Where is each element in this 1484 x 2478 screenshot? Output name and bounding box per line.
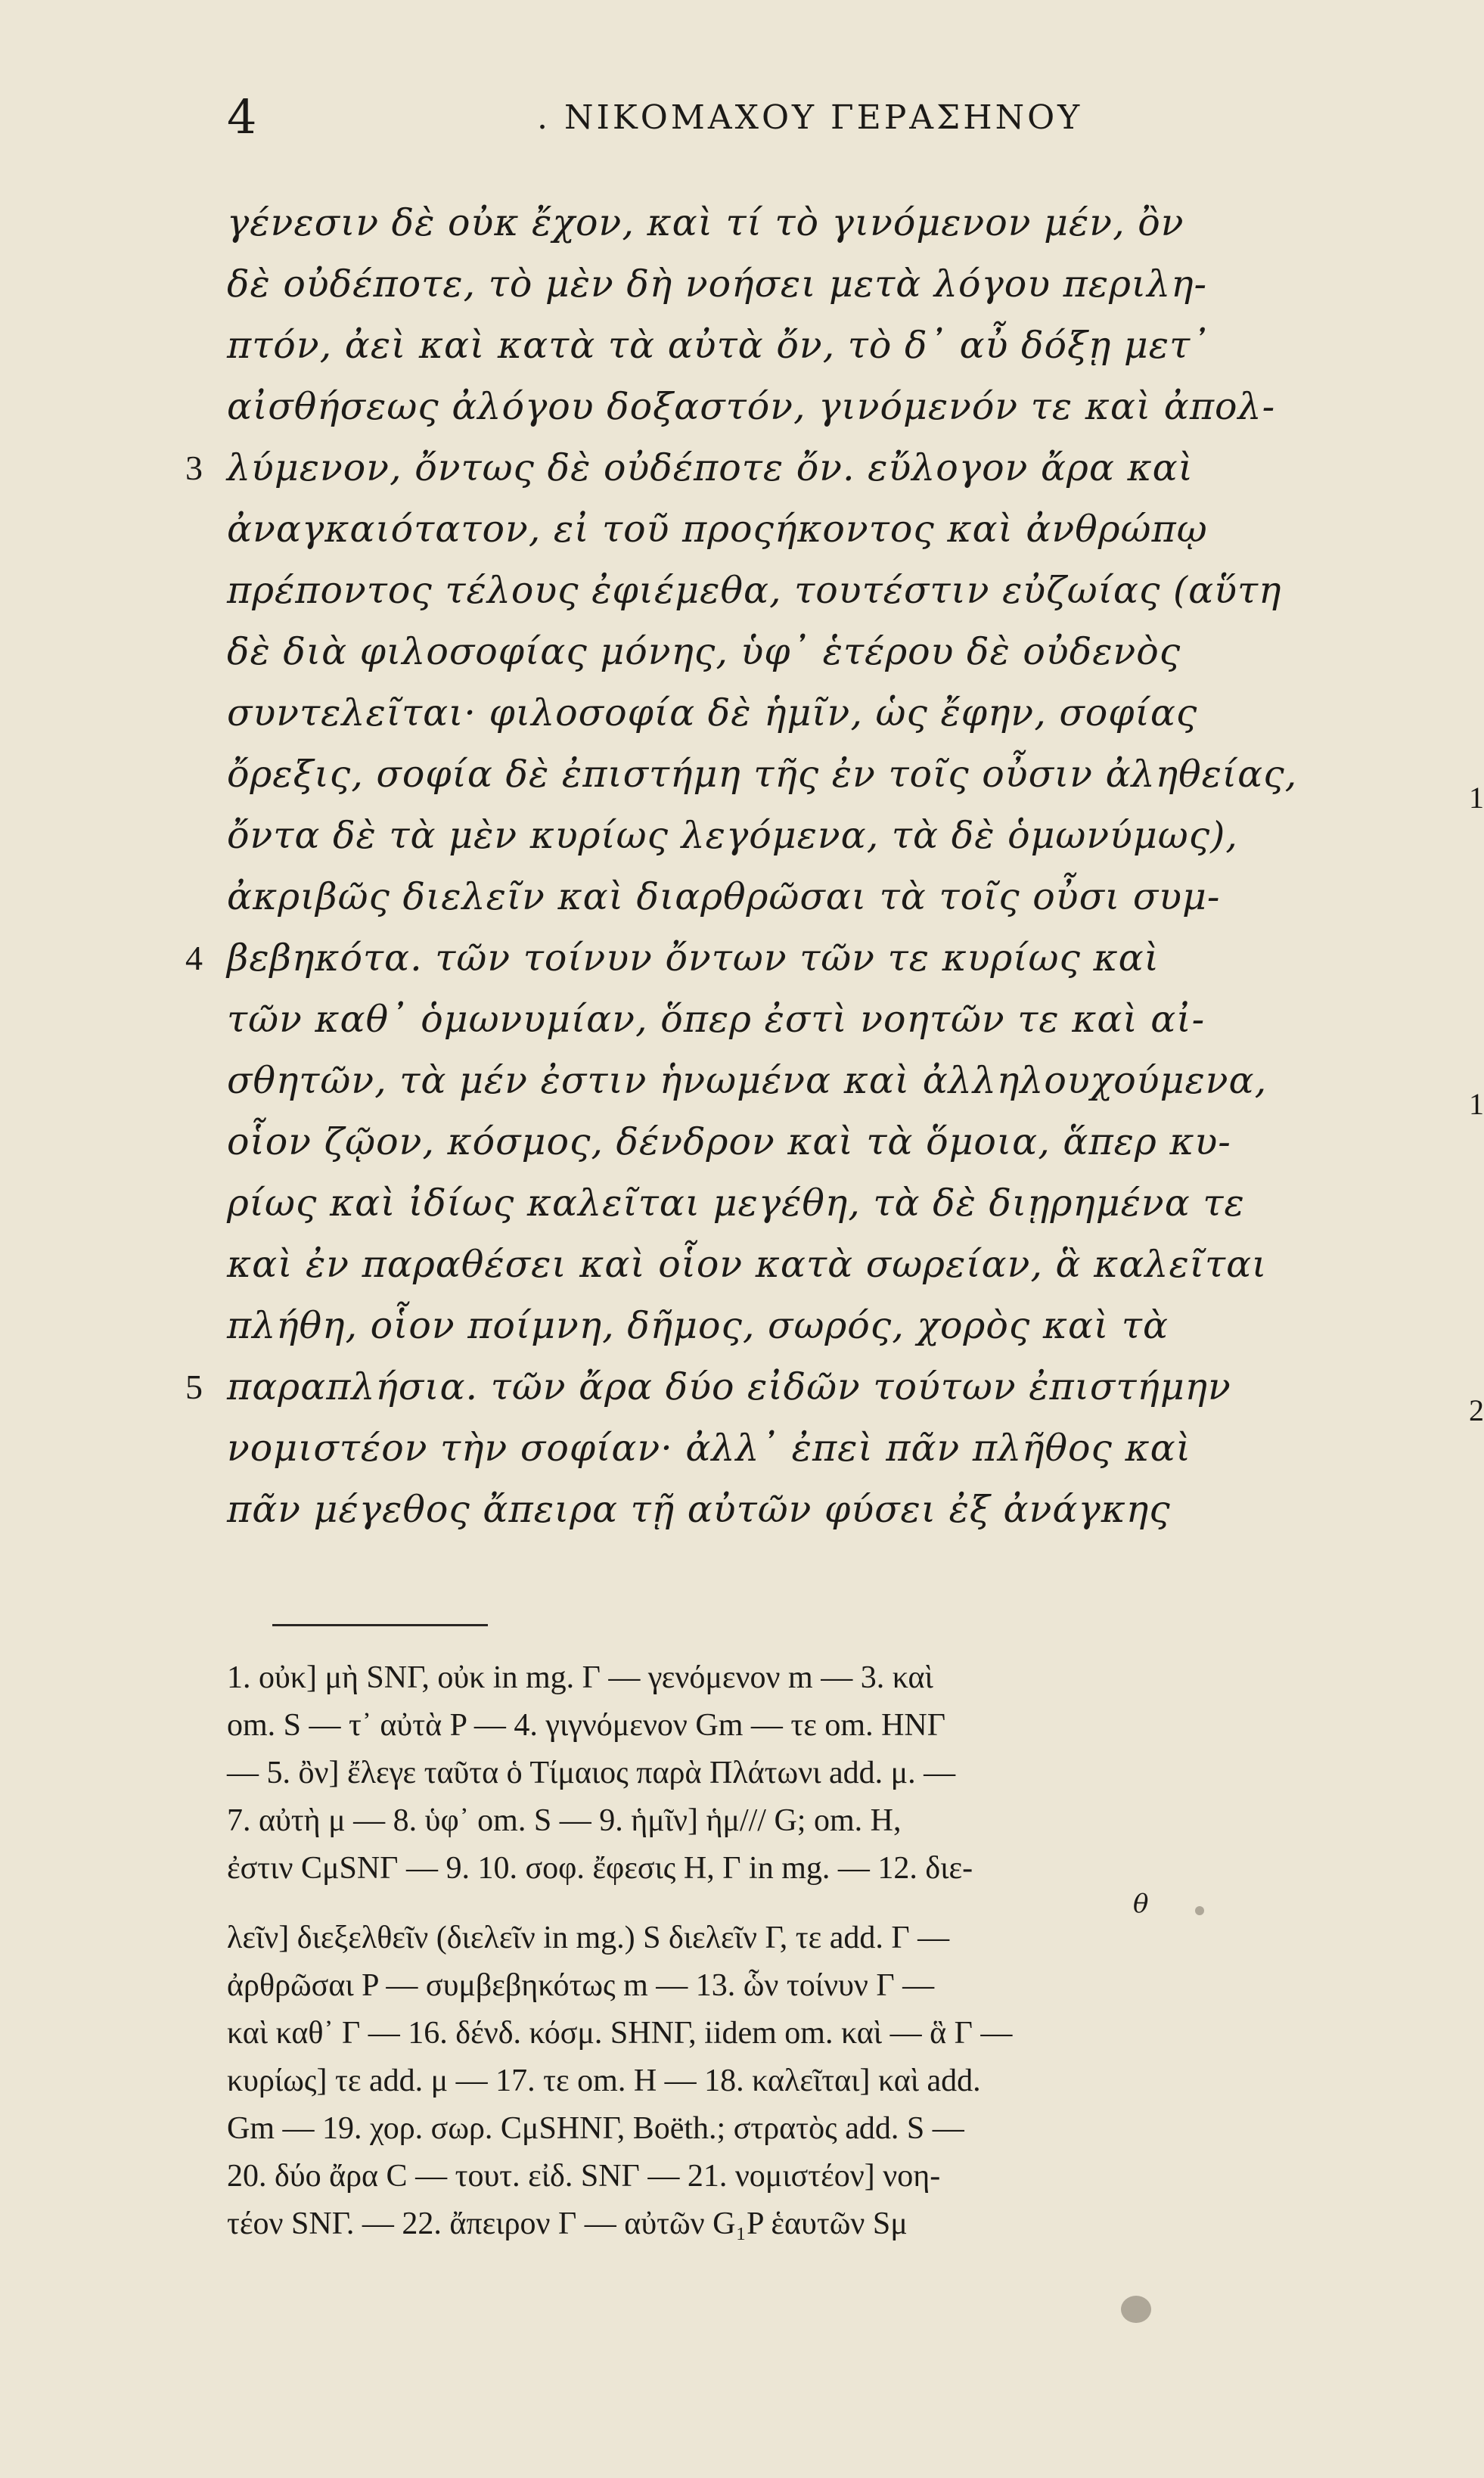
footnote-superscript: θ <box>1133 1889 1149 1919</box>
text-line: καὶ ἐν παραθέσει καὶ οἷον κατὰ σωρείαν, ἃ καλεῖται <box>227 1243 1268 1286</box>
footnote-line: Gm — 19. χορ. σωρ. CμSΗΝΓ, Boëth.; στρατὸς add. S — <box>227 2111 964 2146</box>
text-line: πτόν, ἀεὶ καὶ κατὰ τὰ αὐτὰ ὄν, τὸ δ᾽ αὖ δόξῃ μετ᾽ <box>227 324 1210 367</box>
text-line: πλήθη, οἷον ποίμνη, δῆμος, σωρός, χορὸς καὶ τὰ <box>227 1304 1169 1347</box>
text-line: πᾶν μέγεθος ἄπειρα τῇ αὐτῶν φύσει ἐξ ἀνάγκης <box>227 1488 1171 1531</box>
text-line: δὲ διὰ φιλοσοφίας μόνης, ὑφ᾽ ἑτέρου δὲ οὐδενὸς <box>227 630 1181 673</box>
footnote-line: ἀρθρῶσαι P — συμβεβηκότως m — 13. ὧν τοίνυν Γ — <box>227 1968 935 2003</box>
margin-line-number: 1 <box>1469 781 1484 815</box>
text-line: πρέποντος τέλους ἐφιέμεθα, τουτέστιν εὐζωίας (αὕτη <box>227 569 1282 612</box>
text-line: ἀκριβῶς διελεῖν καὶ διαρθρῶσαι τὰ τοῖς οὖσι συμ- <box>227 875 1221 918</box>
text-line: βεβηκότα. τῶν τοίνυν ὄντων τῶν τε κυρίως καὶ <box>227 936 1160 980</box>
text-line: αἰσθήσεως ἀλόγου δοξαστόν, γινόμενόν τε καὶ ἀπολ- <box>227 385 1276 428</box>
footnote-line: τέον SNΓ. — 22. ἄπειρον Γ — αὐτῶν G₁P ἑαυτῶν Sμ <box>227 2206 908 2241</box>
footnote-line: om. S — τ᾽ αὐτὰ P — 4. γιγνόμενον Gm — τε om. ΗΝΓ <box>227 1708 946 1743</box>
text-line: παραπλήσια. τῶν ἄρα δύο εἰδῶν τούτων ἐπιστήμην <box>227 1365 1231 1408</box>
margin-line-number: 1 <box>1469 1087 1484 1121</box>
footnote-divider <box>272 1624 488 1626</box>
ink-speck <box>1195 1906 1204 1915</box>
text-line: γένεσιν δὲ οὐκ ἔχον, καὶ τί τὸ γινόμενον μέν, ὂν <box>227 201 1184 244</box>
text-line: σθητῶν, τὰ μέν ἐστιν ἡνωμένα καὶ ἀλληλουχούμενα, <box>227 1059 1268 1102</box>
section-number: 4 <box>185 939 203 977</box>
running-title: . ΝΙΚΟΜΑΧΟΥ ΓΕΡΑΣΗΝΟΥ <box>537 98 1083 137</box>
text-line: λύμενον, ὄντως δὲ οὐδέποτε ὄν. εὔλογον ἄρα καὶ <box>227 446 1194 489</box>
page-number: 4 <box>227 89 257 144</box>
running-header <box>227 89 1210 157</box>
text-line: ὄρεξις, σοφία δὲ ἐπιστήμη τῆς ἐν τοῖς οὖσιν ἀληθείας, <box>227 753 1298 796</box>
text-line: συντελεῖται· φιλοσοφία δὲ ἡμῖν, ὡς ἔφην, σοφίας <box>227 691 1198 734</box>
text-line: τῶν καθ᾽ ὁμωνυμίαν, ὅπερ ἐστὶ νοητῶν τε καὶ αἰ- <box>227 998 1206 1041</box>
footnote-line: 7. αὐτὴ μ — 8. ὑφ᾽ om. S — 9. ἡμῖν] ἡμ/// G; om. H, <box>227 1803 902 1838</box>
text-line: νομιστέον τὴν σοφίαν· ἀλλ᾽ ἐπεὶ πᾶν πλῆθος καὶ <box>227 1427 1191 1470</box>
ink-blot <box>1121 2296 1151 2323</box>
text-line: ἀναγκαιότατον, εἰ τοῦ προςήκοντος καὶ ἀνθρώπῳ <box>227 508 1208 551</box>
footnote-line: — 5. ὂν] ἔλεγε ταῦτα ὁ Τίμαιος παρὰ Πλάτωνι add. μ. — <box>227 1756 956 1790</box>
margin-line-number: 2 <box>1469 1393 1484 1427</box>
section-number: 5 <box>185 1368 203 1406</box>
footnote-line: 1. οὐκ] μὴ SNΓ, οὐκ in mg. Γ — γενόμενον m — 3. καὶ <box>227 1660 933 1695</box>
text-line: ὄντα δὲ τὰ μὲν κυρίως λεγόμενα, τὰ δὲ ὁμωνύμως), <box>227 814 1238 857</box>
text-line: οἷον ζῷον, κόσμος, δένδρον καὶ τὰ ὅμοια, ἅπερ κυ- <box>227 1120 1231 1163</box>
footnote-line: λεῖν] διεξελθεῖν (διελεῖν in mg.) S διελεῖν Γ, τε add. Γ — <box>227 1921 950 1955</box>
section-number: 3 <box>185 449 203 487</box>
text-line: δὲ οὐδέποτε, τὸ μὲν δὴ νοήσει μετὰ λόγου περιλη- <box>227 262 1208 306</box>
text-line: ρίως καὶ ἰδίως καλεῖται μεγέθη, τὰ δὲ διῃρημένα τε <box>227 1182 1245 1225</box>
footnote-line: 20. δύο ἄρα C — τουτ. εἰδ. SNΓ — 21. νομιστέον] νοη- <box>227 2159 941 2194</box>
footnote-line: καὶ καθ᾽ Γ — 16. δένδ. κόσμ. SΗΝΓ, iidem om. καὶ — ἃ Γ — <box>227 2016 1013 2051</box>
footnote-line: ἐστιν CμSNΓ — 9. 10. σοφ. ἔφεσις H, Γ in mg. — 12. διε- <box>227 1851 973 1886</box>
footnote-line: κυρίως] τε add. μ — 17. τε om. H — 18. καλεῖται] καὶ add. <box>227 2063 981 2098</box>
